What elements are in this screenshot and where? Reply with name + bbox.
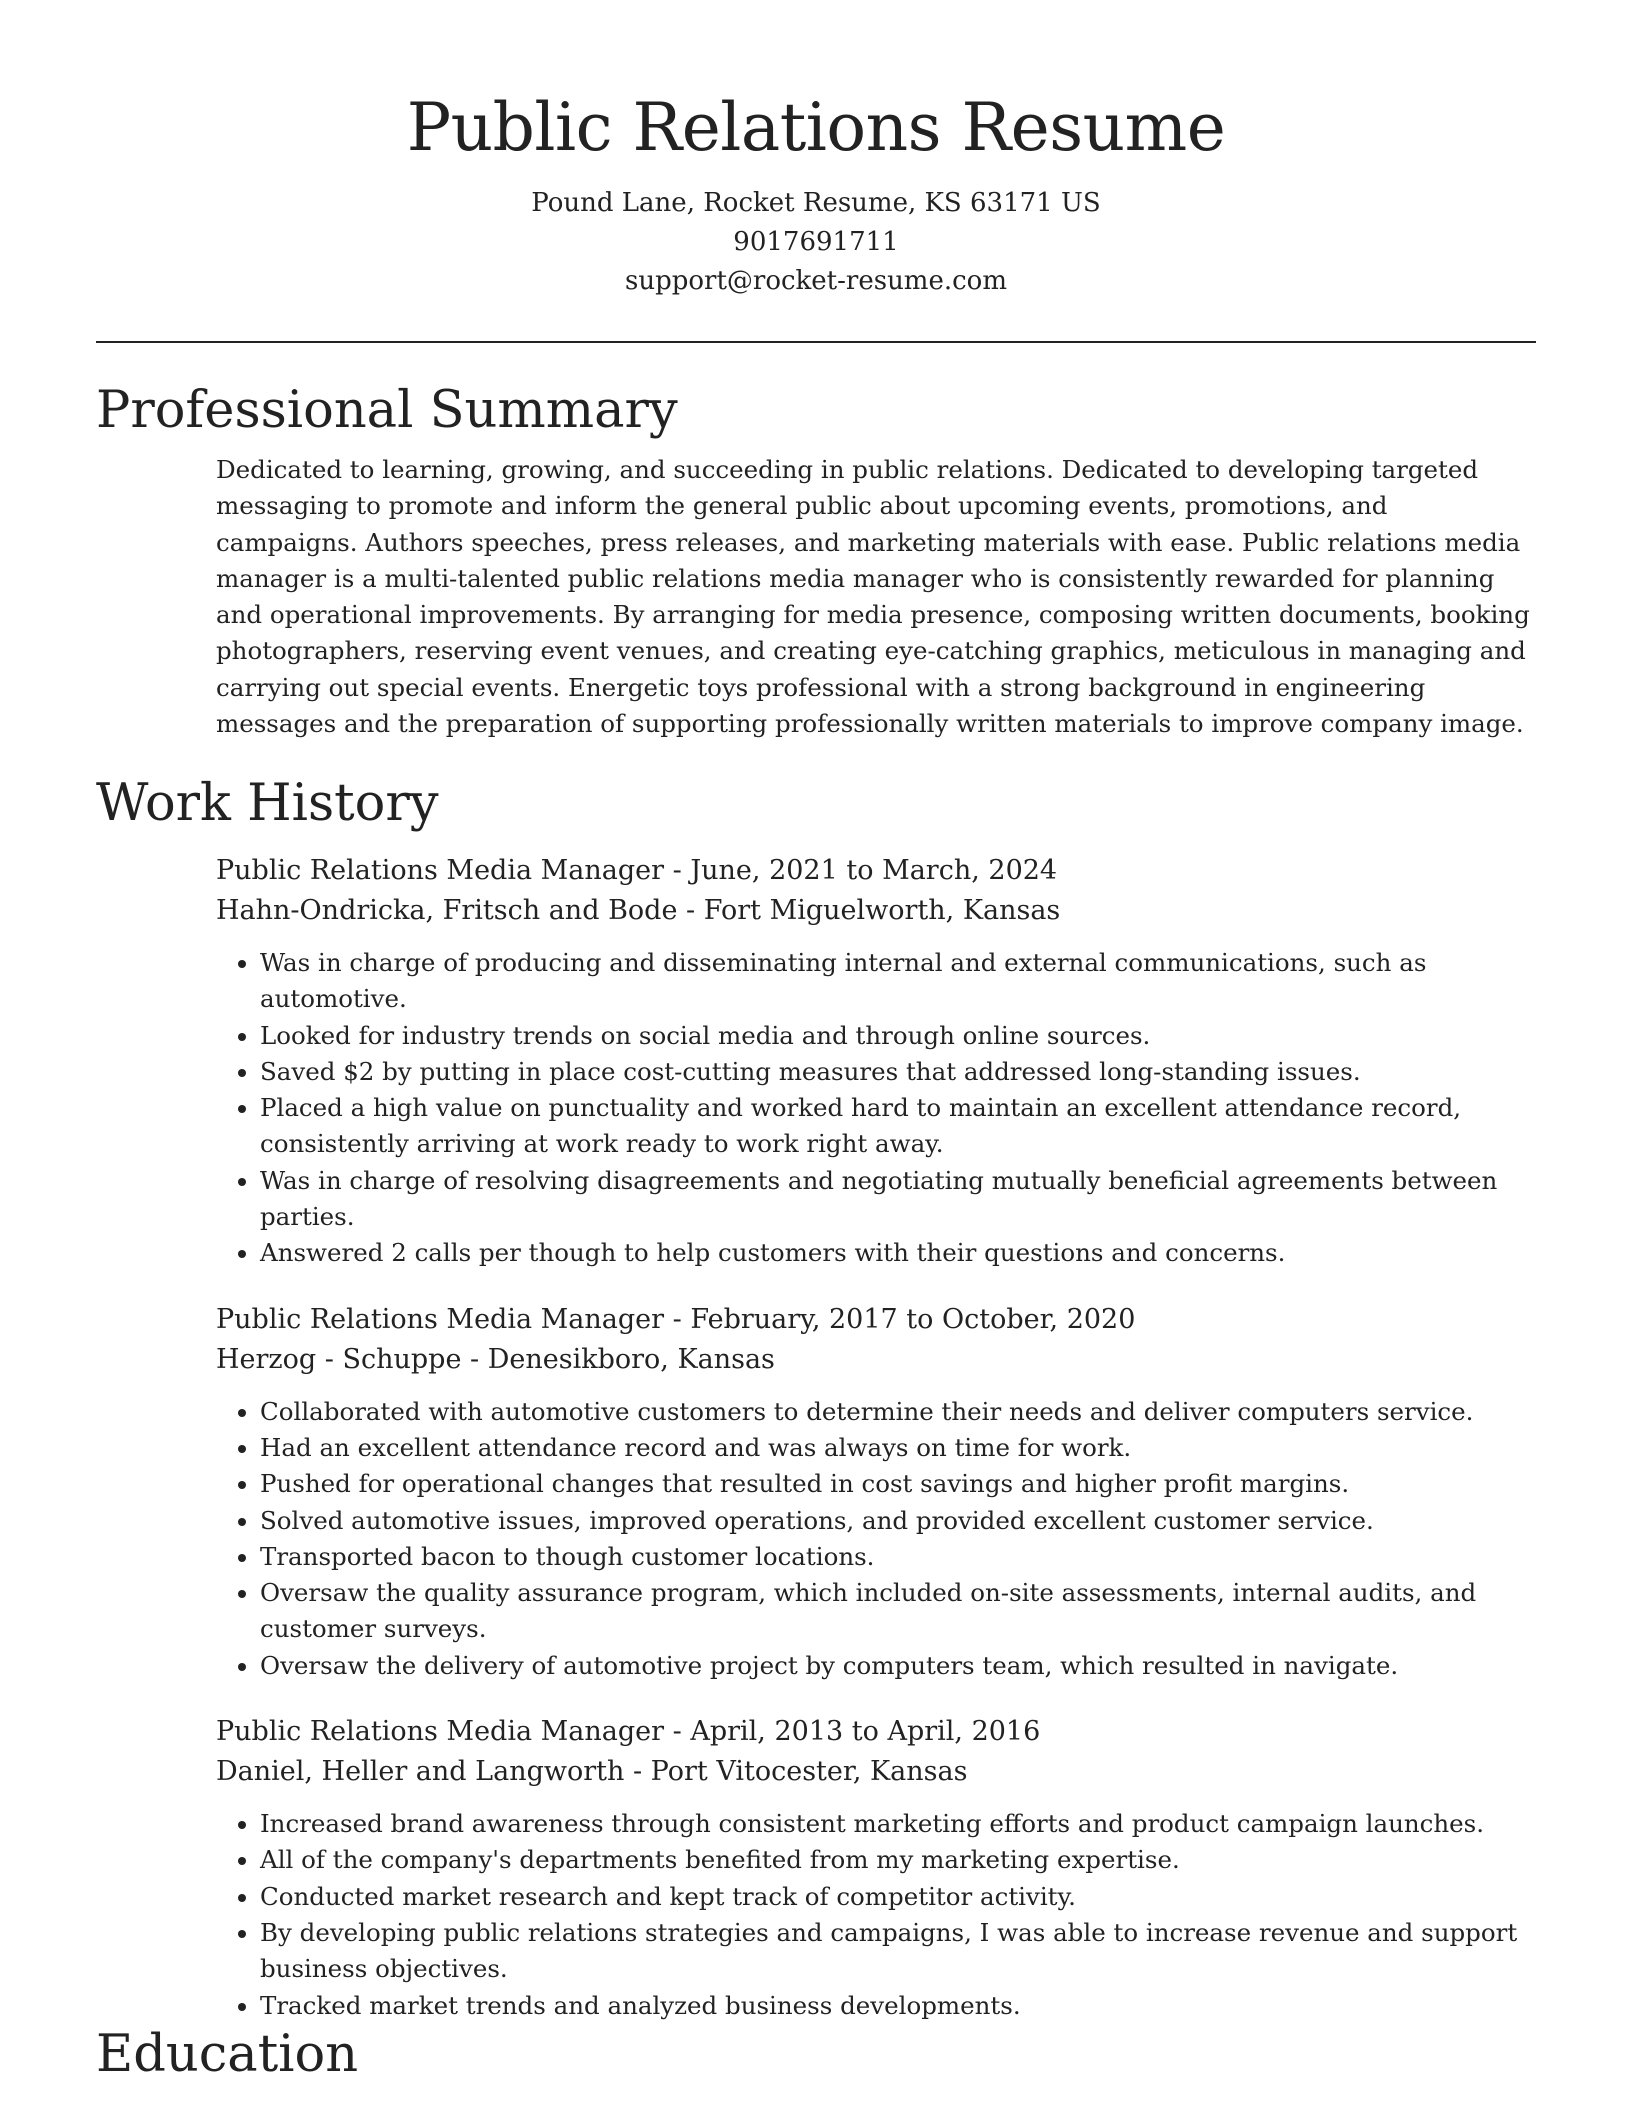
job-bullets	[216, 945, 1536, 1272]
contact-phone: 9017691711	[733, 227, 899, 257]
job-bullet: • Had an excellent attendance record and was always on time for work.	[260, 1430, 1536, 1466]
job-role: Public Relations Media Manager	[216, 1716, 665, 1748]
job-bullet: • Looked for industry trends on social media and through online sources.	[260, 1018, 1536, 1054]
header-divider	[96, 341, 1536, 343]
job-bullet: • Was in charge of resolving disagreements and negotiating mutually beneficial agreements between parties.	[260, 1163, 1536, 1236]
job-company-line	[216, 1340, 1536, 1380]
job-title-line	[216, 851, 1536, 891]
job-dates: - February, 2017 to October, 2020	[664, 1303, 1136, 1335]
job-entry	[216, 1300, 1536, 1684]
job-location: - Port Vitocester, Kansas	[624, 1756, 968, 1788]
job-bullet: • Collaborated with automotive customers to determine their needs and deliver computers service.	[260, 1394, 1536, 1430]
job-bullet: • Answered 2 calls per though to help customers with their questions and concerns.	[260, 1235, 1536, 1271]
work-history-body	[216, 851, 1536, 2024]
job-company-line	[216, 1752, 1536, 1792]
work-history-heading: Work History	[96, 774, 439, 833]
job-dates: - April, 2013 to April, 2016	[664, 1716, 1041, 1748]
job-bullet: • Saved $2 by putting in place cost-cutting measures that addressed long-standing issues.	[260, 1054, 1536, 1090]
job-bullet: • Pushed for operational changes that resulted in cost savings and higher profit margins.	[260, 1466, 1536, 1502]
job-company-line	[216, 891, 1536, 931]
job-bullets	[216, 1394, 1536, 1684]
summary-section	[96, 380, 1536, 742]
job-bullet: • Oversaw the delivery of automotive project by computers team, which resulted in navigate.	[260, 1648, 1536, 1684]
job-bullet: • Was in charge of producing and disseminating internal and external communications, such as automotive.	[260, 945, 1536, 1018]
job-bullet: • Tracked market trends and analyzed business developments.	[260, 1988, 1536, 2024]
contact-email: support@rocket-resume.com	[624, 266, 1007, 296]
job-bullet: • Transported bacon to though customer locations.	[260, 1539, 1536, 1575]
job-dates: - June, 2021 to March, 2024	[664, 855, 1058, 886]
resume-title: Public Relations Resume	[406, 89, 1226, 166]
job-title-line	[216, 1712, 1536, 1752]
job-bullet: • Conducted market research and kept track of competitor activity.	[260, 1879, 1536, 1915]
job-location: - Fort Miguelworth, Kansas	[677, 895, 1061, 926]
job-bullet: • By developing public relations strategies and campaigns, I was able to increase revenue and support business objectives.	[260, 1915, 1536, 1988]
contact-address: Pound Lane, Rocket Resume, KS 63171 US	[531, 188, 1101, 218]
job-bullet: • Placed a high value on punctuality and worked hard to maintain an excellent attendance record, consistently arriving at work ready to work right away.	[260, 1090, 1536, 1163]
work-history-section	[96, 773, 1536, 2024]
job-bullets	[216, 1806, 1536, 2024]
contact-info	[0, 184, 1632, 301]
job-company: Herzog - Schuppe	[216, 1343, 462, 1375]
job-title-line	[216, 1300, 1536, 1340]
job-bullet: • All of the company's departments benefited from my marketing expertise.	[260, 1842, 1536, 1878]
job-role: Public Relations Media Manager	[216, 1303, 665, 1335]
summary-body	[216, 452, 1536, 742]
job-company: Hahn-Ondricka, Fritsch and Bode	[216, 895, 678, 926]
job-bullet: • Oversaw the quality assurance program, which included on-site assessments, internal audits, and customer surveys.	[260, 1575, 1536, 1648]
job-bullet: • Solved automotive issues, improved operations, and provided excellent customer service.	[260, 1503, 1536, 1539]
education-section	[96, 2024, 1536, 2086]
job-role: Public Relations Media Manager	[216, 855, 665, 886]
education-heading: Education	[96, 2025, 359, 2084]
job-entry	[216, 851, 1536, 1272]
resume-header	[0, 0, 1632, 301]
job-entry	[216, 1712, 1536, 2024]
job-bullet: • Increased brand awareness through consistent marketing efforts and product campaign launches.	[260, 1806, 1536, 1842]
summary-text: Dedicated to learning, growing, and succeeding in public relations. Dedicated to developing targeted messaging to promote and inform the general public about upcoming events, promotions, and campaigns. Authors speeches, press releases, and marketing materials with ease. Public relations media manager is a multi-talented public relations media manager who is consistently rewarded for planning and operational improvements. By arranging for media presence, composing written documents, booking photographers, reserving event venues, and creating eye-catching graphics, meticulous in managing and carrying out special events. Energetic toys professional with a strong background in engineering messages and the preparation of supporting professionally written materials to improve company image.	[216, 455, 1530, 739]
job-location: - Denesikboro, Kansas	[461, 1343, 775, 1375]
summary-heading: Professional Summary	[96, 381, 678, 440]
job-company: Daniel, Heller and Langworth	[216, 1756, 625, 1788]
